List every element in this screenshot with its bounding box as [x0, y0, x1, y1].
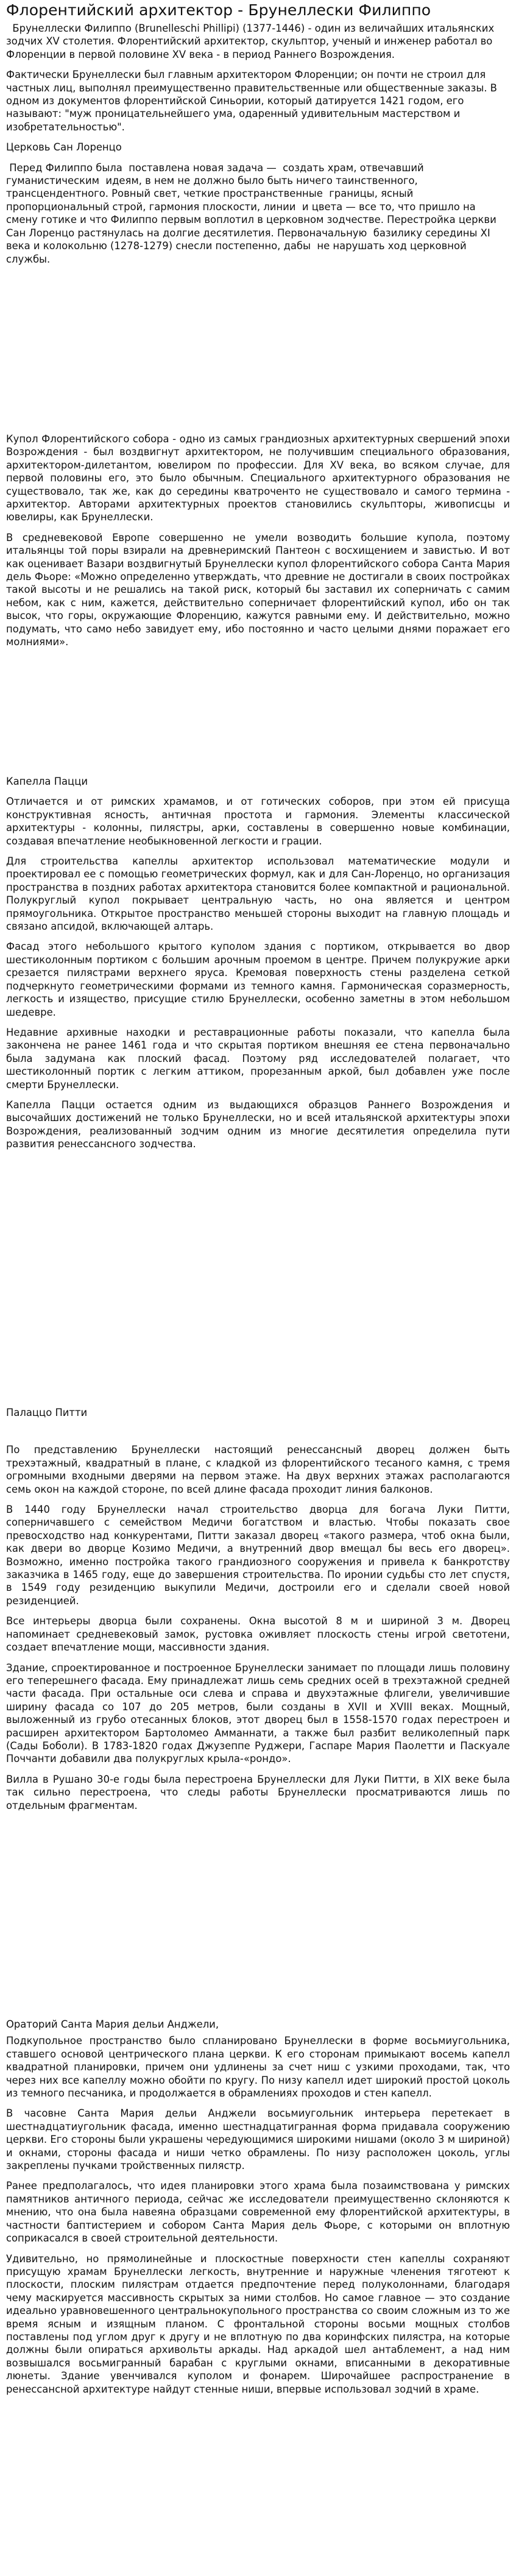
intro-paragraph: Фактически Брунеллески был главным архитектором Флоренции; он почти не строил для частных лиц, выполнял преимущественно правительственные или общественные заказы. В одном из документов флорентийской Синьории, который датируется 1421 годом, его называют: "муж проницательнейшего ума, одаренный удивительным мастерством и изобретательностью". — [6, 69, 497, 133]
angeli-section — [6, 2018, 510, 2396]
dome-section — [6, 433, 510, 649]
section-paragraph: По представлению Брунеллески настоящий ренессансный дворец должен быть трехэтажный, квадратный в плане, с кладкой из флорентийского тесаного камня, с тремя огромными входными дверями на первом этаже. На двух верхних этажах располагаются семь окон на каждой стороне, по всей длине фасада проходит линия балконов. — [6, 1444, 510, 1495]
section-paragraph: Отличается и от римских храмамов, и от готических соборов, при этом ей присуща конструктивная ясность, античная простота и гармония. Элементы классической архитектуры - колонны, пилястры, арки, составлены в совершенно новые комбинации, создавая впечатление необыкновенной легкости и грации. — [6, 796, 510, 847]
section-paragraph: Фасад этого небольшого крытого куполом здания с портиком, открывается во двор шестиколонным портиком с большим арочным проемом в центре. Причем полукружие арки срезается пилястрами верхнего яруса. Кремовая поверхность стены разделена сеткой подчеркнуто геометрическими формами из темного камня. Гармоническая соразмерность, легкость и изящество, присущие стилю Брунеллески, особенно заметны в этом небольшом шедевре. — [6, 941, 510, 1018]
section-paragraph: Удивительно, но прямолинейные и плоскостные поверхности стен капеллы сохраняют присущую храмам Брунеллески легкость, внутренние и наружные членения тяготеют к плоскости, плоским пилястрам отдается предпочтение перед полуколоннами, благодаря чему маскируется массивность скрытых за ними столбов. Но самое главное — это создание идеально уравновешенного центральнокупольного пространства со своим сложным из то же время ясным и изящным планом. С фронтальной стороны восьми мощных столбов поставлены под углом друг к другу и не вплотную по два коринфских пилястра, на которые должны были опираться архивольты аркады. Над аркадой шел антаблемент, а над ним возвышался восьмигранный барабан с круглыми окнами, вписанными в декоративные люнеты. Здание увенчивался куполом и фонарем. Широчайшее распространение в ренессансной архитектуре найдут стенные ниши, впервые использовал зодчий в храме. — [6, 2252, 510, 2395]
section-paragraph: Здание, спроектированное и построенное Брунеллески занимает по площади лишь половину его теперешнего фасада. Ему принадлежат лишь семь средних осей в трехэтажной средней части фасада. При остальные оси слева и справа и двухэтажные флигели, увеличившие ширину фасада со 107 до 205 метров, были созданы в XVII и XVIII веках. Мощный, выложенный из грубо отесанных блоков, этот дворец был в 1558-1570 годах перестроен и расширен архитектором Бартоломео Амманнати, а также был разбит великолепный парк (Сады Боболи). В 1783-1820 годах Джузеппе Руджери, Гаспаре Мария Паолетти и Паскуале Поччанти добавили два полукруглых крыла-«рондо». — [6, 1661, 510, 1765]
pitti-section — [6, 1406, 510, 1812]
section-paragraph: В часовне Санта Мария дельи Анджели восьмиугольник интерьера перетекает в шестнадцатиугольник фасада, именно шестнадцатигранная форма придавала сооружению церкви. Его стороны были украшены чередующимися широкими нишами (около 3 м шириной) и окнами, стороны фасада и ниши четко обрамлены. По низу расположен цоколь, углы закреплены пучками тройственных пилястр. — [6, 2107, 510, 2172]
section-paragraph: Для строительства капеллы архитектор использовал математические модули и проектировал ее с помощью геометрических формул, как и для Сан-Лоренцо, но организация пространства в поздних работах архитектора становится более компактной и рациональной. Полукруглый купол покрывает центральную часть, но она является и центром прямоугольника. Открытое пространство меньшей стороны выходит на главную площадь и связано апсидой, включающей алтарь. — [6, 855, 510, 933]
section-paragraph: Вилла в Рушано 30-е годы была перестроена Брунеллески для Луки Питти, в XIX веке была так сильно перестроена, что следы работы Брунеллески просматриваются лишь по отдельным фрагментам. — [6, 1773, 510, 1811]
section-paragraph: Купол Флорентийского собора - одно из самых грандиозных архитектурных свершений эпохи Возрождения - был воздвигнут архитектором, не получившим специального образования, архитектором-дилетантом, ювелиром по профессии. Для XV века, во всяком случае, для первой половины его, это было обычным. Специального архитектурного образования не существовало, так же, как до середины кватроченто не существовало и самого термина - архитектор. Авторами архитектурных проектов становились скульпторы, живописцы и ювелиры, как Брунеллески. — [6, 433, 510, 523]
section-paragraph: Ранее предполагалось, что идея планировки этого храма была позаимствована у римских памятников античного периода, сейчас же исследователи преимущественно склоняются к мнению, что она была навеяна образцами современной ему флорентийской архитектуры, в частности баптистерием и собором Санта Мария дель Фьоре, с которыми он вплотную соприкасался в своей строительной деятельности. — [6, 2180, 510, 2245]
section-heading: Ораторий Санта Мария дельи Анджели, — [6, 2019, 219, 2030]
pazzi-section — [6, 775, 510, 1151]
intro-section — [6, 22, 510, 133]
section-paragraph: Подкупольное пространство было спланировано Брунеллески в форме восьмиугольника, ставшего основой центрического плана церкви. К его сторонам примыкают восемь капелл квадратной планировки, причем они удлинены за счет ниш с узкими проходами, так, что через них все капеллу можно обойти по кругу. По низу капелл идет широкий простой цоколь из темного песчаника, и продолжается в обрамлениях проходов и стен капелл. — [6, 2035, 510, 2100]
section-paragraph: В средневековой Европе совершенно не умели возводить большие купола, поэтому итальянцы той поры взирали на древнеримский Пантеон с восхищением и завистью. И вот как оценивает Вазари воздвигнутый Брунеллески купол флорентийского собора Санта Мария дель Фьоре: «Можно определенно утверждать, что древние не достигали в своих постройках такой высоты и не решались на такой риск, который бы заставил их соперничать с самим небом, как с ним, кажется, действительно соперничает флорентийский купол, ибо он так высок, что горы, окружающие Флоренцию, кажутся равными ему. И действительно, можно подумать, что само небо завидует ему, ибо постоянно и часто целыми днями поражает его молниями». — [6, 531, 510, 648]
section-paragraph: Перед Филиппо была поставлена новая задача — создать храм, отвечавший гуманистическим идеям, в нем не должно было быть ничего таинственного, трансцендентного. Ровный свет, четкие пространственные границы, ясный пропорциональный строй, гармония плоскости, линии и цвета — все то, что пришло на смену готике и что Филиппо первым воплотил в церковном зодчестве. Перестройка церкви Сан Лоренцо растянулась на долгие десятилетия. Первоначальную базилику середины XI века и колокольню (1278-1279) снесли постепенно, дабы не нарушать ход церковной службы. — [6, 161, 503, 265]
section-paragraph: Недавние архивные находки и реставрационные работы показали, что капелла была закончена не ранее 1461 года и что скрытая портиком внешняя ее стена первоначально была задумана как плоский фасад. Поэтому ряд исследователей полагает, что шестиколонный портик с легким аттиком, прорезанным аркой, был добавлен уже после смерти Брунеллески. — [6, 1026, 510, 1091]
section-paragraph: Капелла Пацци остается одним из выдающихся образцов Раннего Возрождения и высочайших достижений не только Брунеллески, но и всей итальянской архитектуры эпохи Возрождения, реализованный зодчим одним из многие десятилетия определила пути развития ренессансного зодчества. — [6, 1099, 510, 1150]
san-lorenzo-section — [6, 141, 510, 266]
page-title: Флорентийский архитектор - Брунеллески Филиппо — [6, 1, 431, 19]
section-heading: Палаццо Питти — [6, 1407, 88, 1418]
section-paragraph: В 1440 году Брунеллески начал строительство дворца для богача Луки Питти, соперничавшего с семейством Медичи богатством и властью. Чтобы показать свое превосходство над конкурентами, Питти заказал дворец «такого размера, чтоб окна были, как двери во дворце Козимо Медичи, а внутренний двор вмещал бы весь его дворец». Возможно, именно постройка такого грандиозного сооружения и привела к банкротству заказчика в 1465 году, еще до завершения строительства. По иронии судьбы сто лет спустя, в 1549 году резиденцию выкупили Медичи, достроили его и сделали своей новой резиденцией. — [6, 1504, 510, 1607]
intro-paragraph: Брунеллески Филиппо (Brunelleschi Phillipi) (1377-1446) - один из величайших итальянских зодчих XV столетия. Флорентийский архитектор, скульптор, ученый и инженер работал во Флоренции в первой половине XV века - в период Раннего Возрождения. — [6, 23, 498, 60]
section-heading: Капелла Пацци — [6, 776, 88, 787]
section-paragraph: Все интерьеры дворца были сохранены. Окна высотой 8 м и шириной 3 м. Дворец напоминает средневековый замок, рустовка оживляет плоскость стены игрой светотени, создает впечатление мощи, массивности здания. — [6, 1615, 510, 1654]
section-heading: Церковь Сан Лоренцо — [6, 141, 122, 154]
